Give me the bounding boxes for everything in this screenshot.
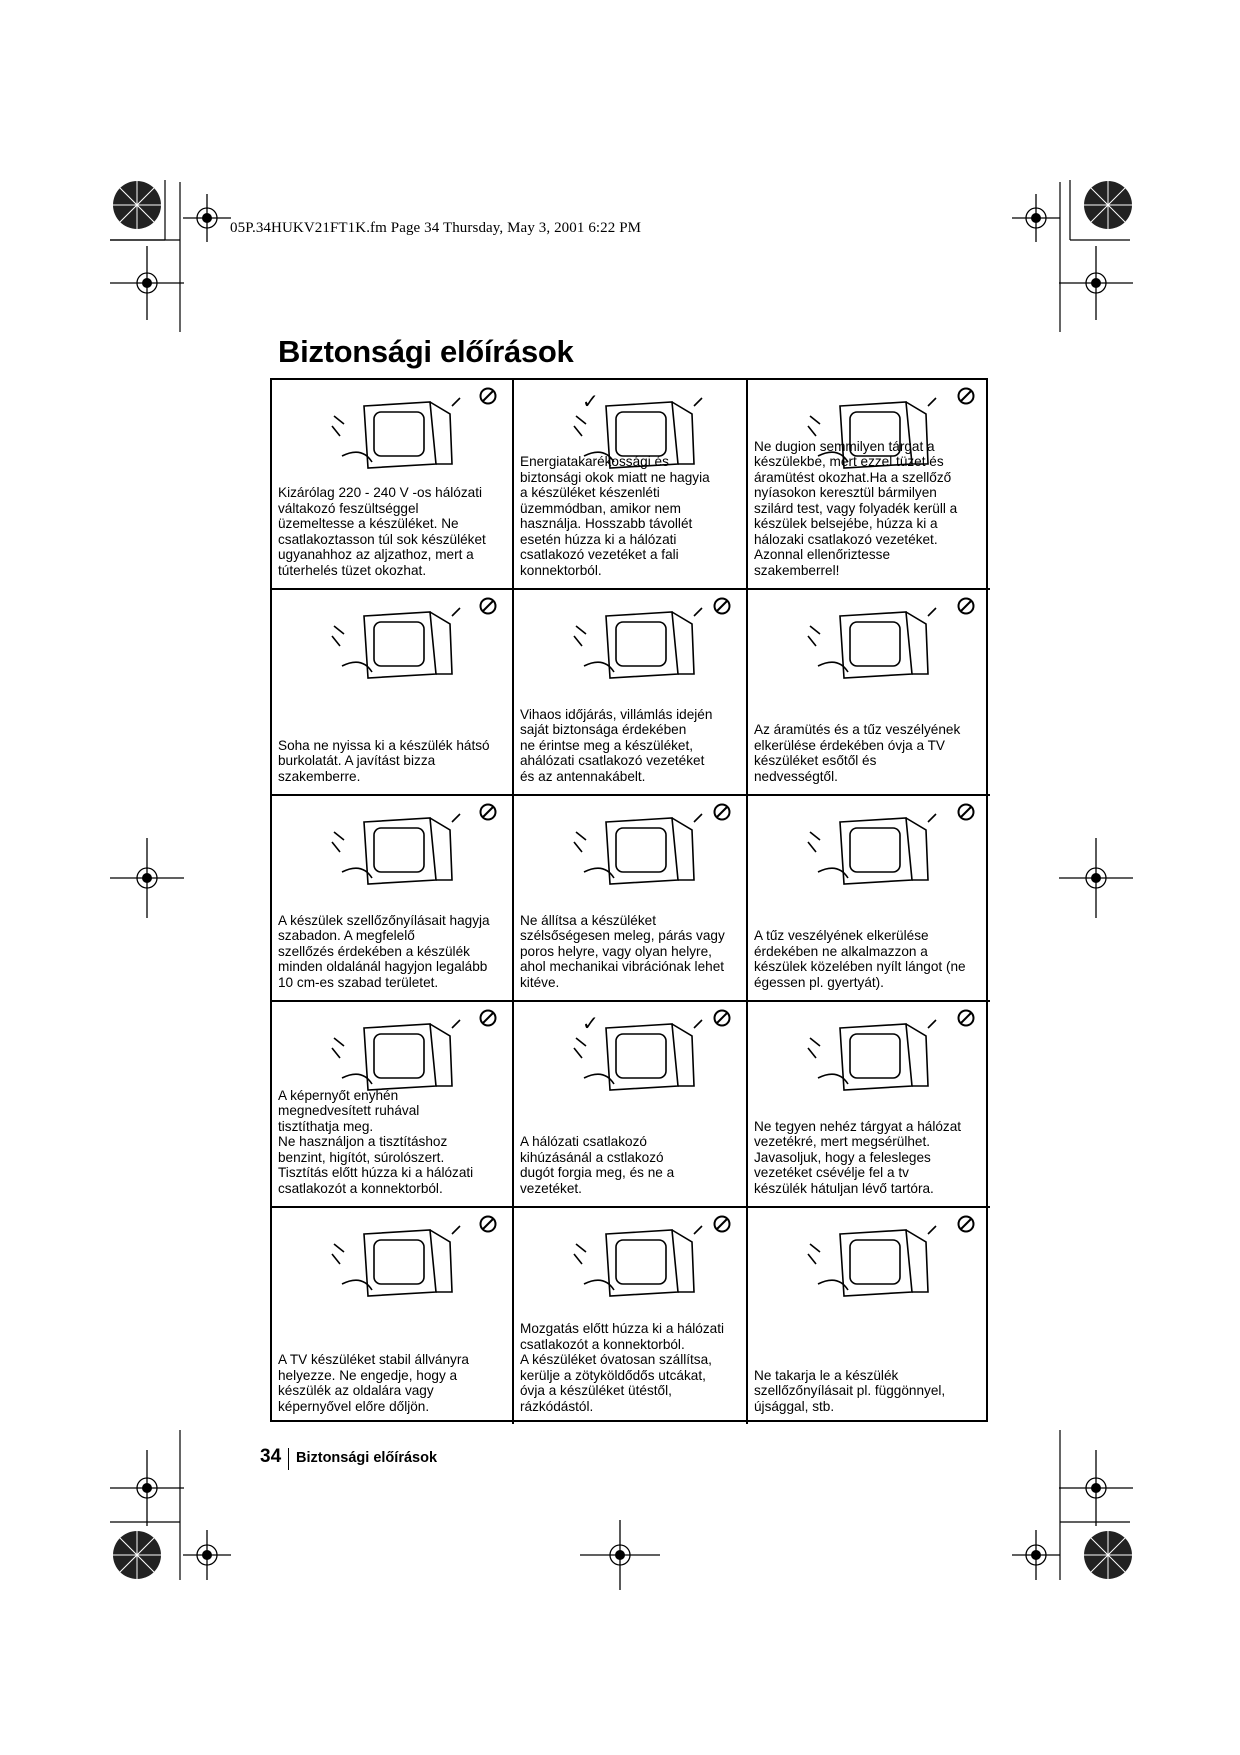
safety-cell-mains-voltage (272, 380, 514, 590)
safety-cell-ventilation (272, 796, 514, 1002)
footer-section-title: Biztonsági előírások (296, 1450, 438, 1466)
footer-divider (288, 1448, 289, 1470)
safety-caption: Soha ne nyissa ki a készülék hátsó burkolatát. A javítást bizza szakemberre. (278, 737, 490, 784)
prohibited-icon (478, 1214, 498, 1234)
safety-cell-back-cover (272, 590, 514, 796)
safety-caption: Ne állítsa a készüléket szélsőségesen meleg, párás vagy poros helyre, vagy olyan helyre, ahol mechanikai vibrációnak lehet kitéve. (520, 912, 725, 990)
prohibited-icon (956, 802, 976, 822)
safety-cell-stable-stand (272, 1208, 514, 1424)
safety-cell-extreme-conditions (514, 796, 748, 1002)
prohibited-icon (712, 1214, 732, 1234)
safety-grid (270, 378, 988, 1422)
prohibited-icon (956, 386, 976, 406)
safety-caption: Energiatakarékossági és biztonsági okok miatt ne hagyia a készüléket készenléti üzemmódban, amikor nem használja. Hosszabb távollét esetén húzza ki a hálózati csatlakozó vezetéket a fali konnektorból. (520, 454, 710, 578)
safety-caption: Az áramütés és a tűz veszélyének elkerülése érdekében óvja a TV készüléket esőtől és nedvességtől. (754, 722, 961, 784)
safety-caption: Ne takarja le a készülék szellőzőnyílásait pl. függönnyel, újsággal, stb. (754, 1367, 946, 1414)
checkmark-icon: ✓ (582, 391, 599, 413)
safety-caption: A hálózati csatlakozó kihúzásánál a cstlakozó dugót forgia meg, és ne a vezetéket. (520, 1134, 675, 1196)
safety-caption: A készülek szellőzőnyílásait hagyja szabadon. A megfelelő szellőzés érdekében a készülék minden oldalánál hagyjon legalább 10 cm-es szabad területet. (278, 912, 490, 990)
safety-caption: Ne tegyen nehéz tárgyat a hálózat vezetékré, mert megsérülhet. Javasoljuk, hogy a felesleges vezetéket csévélje fel a tv készülék hátuljan lévő tartóra. (754, 1118, 962, 1196)
safety-caption: Mozgatás előtt húzza ki a hálózati csatlakozót a konnektorból. A készüléket óvatosan szállítsa, kerülje a zötyköldődős utcákat, óvja a készüléket ütéstől, rázkódástól. (520, 1321, 725, 1414)
safety-cell-cable-load (748, 1002, 990, 1208)
safety-cell-storm (514, 590, 748, 796)
safety-caption: A képernyőt enyhén megnedvesített ruhával tisztíthatja meg. Ne használjon a tisztításhoz benzint, higítót, súrolószert. Tisztítás előtt húzza ki a hálózati csatlakozót a konnektorból. (278, 1087, 474, 1196)
prohibited-icon (712, 596, 732, 616)
safety-cell-foreign-objects (748, 380, 990, 590)
safety-caption: Vihaos időjárás, villámlás idején saját biztonsága érdekében ne érintse meg a készüléket, ahálózati csatlakozó vezetéket és az antennakábelt. (520, 706, 713, 784)
page-number: 34 (260, 1446, 282, 1467)
safety-cell-moving (514, 1208, 748, 1424)
prohibited-icon (956, 596, 976, 616)
prohibited-icon (478, 596, 498, 616)
safety-caption: Ne dugion semmilyen tárgat a készülekbe, mert ezzel tüzet és áramütést okozhat.Ha a szellőző nyíasokon keresztül bármilyen szilárd test, vagy folyadék kerüll a készülek belsejébe, húzza ki a hálozaki csatlakozó vezetéket. Azonnal ellenőriztesse szakemberrel! (754, 438, 958, 578)
safety-cell-unplugging (514, 1002, 748, 1208)
prohibited-icon (478, 1008, 498, 1028)
prohibited-icon (712, 1008, 732, 1028)
prohibited-icon (956, 1214, 976, 1234)
prohibited-icon (712, 802, 732, 822)
page-title: Biztonsági előírások (278, 334, 574, 369)
safety-caption: A TV készüléket stabil állványra helyezze. Ne engedje, hogy a készülék az oldalára vagy képernyővel előre dőljön. (278, 1352, 469, 1414)
safety-caption: Kizárólag 220 - 240 V -os hálózati váltakozó feszültséggel üzemeltesse a készüléket. Ne csatlakoztasson túl sok készüléket ugyanahhoz az aljzathoz, mert a túterhelés tüzet okozhat. (278, 485, 486, 578)
safety-cell-standby (514, 380, 748, 590)
prohibited-icon (956, 1008, 976, 1028)
safety-cell-moisture (748, 590, 990, 796)
file-header: 05P.34HUKV21FT1K.fm Page 34 Thursday, May 3, 2001 6:22 PM (230, 220, 642, 236)
checkmark-icon: ✓ (582, 1013, 599, 1035)
safety-cell-open-flame (748, 796, 990, 1002)
prohibited-icon (478, 386, 498, 406)
safety-cell-cleaning (272, 1002, 514, 1208)
prohibited-icon (478, 802, 498, 822)
safety-caption: A tűz veszélyének elkerülése érdekében ne alkalmazzon a készülek közelében nyílt lángot (ne égessen pl. gyertyát). (754, 928, 966, 990)
safety-cell-covering (748, 1208, 990, 1424)
